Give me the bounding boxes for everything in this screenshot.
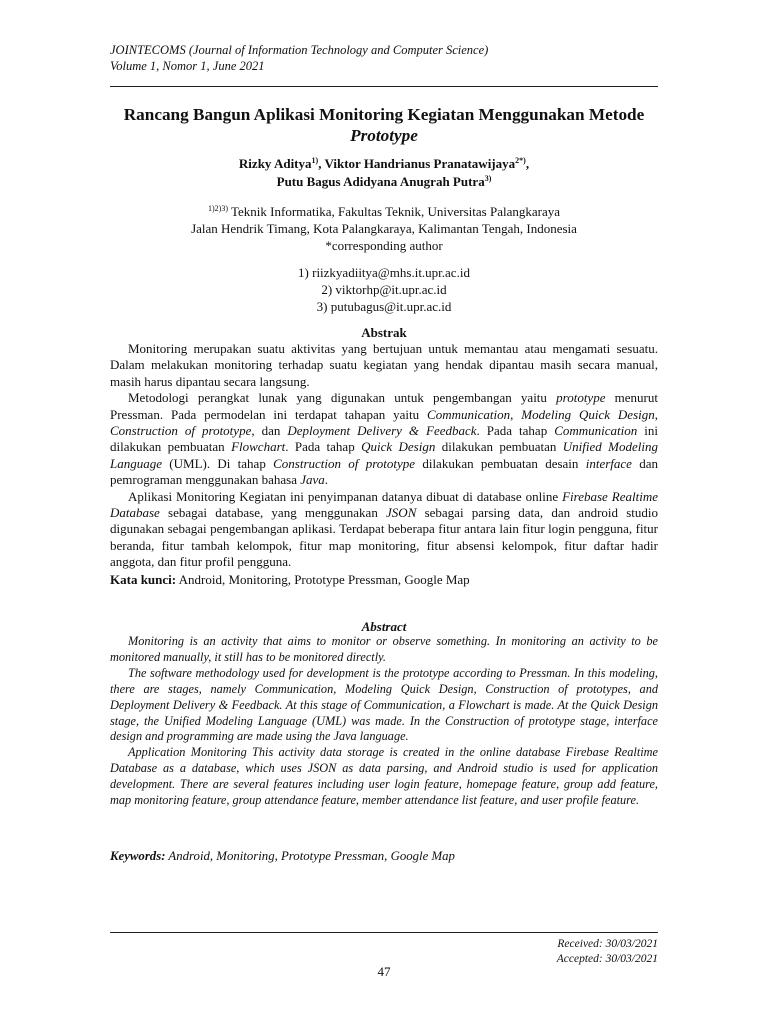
abstrak-paragraph-2: Metodologi perangkat lunak yang digunakan untuk pengembangan yaitu prototype menurut Pressman. Pada permodelan ini terdapat tahapan yaitu Communication, Modeling Quick Design, Construction of prototype, dan Deployment Delivery & Feedback. Pada tahap Communication ini dilakukan pembuatan Flowchart. Pada tahap Quick Design dilakukan pembuatan Unified Modeling Language (UML). Di tahap Construction of prototype dilakukan pembuatan desain interface dan pemrograman menggunakan bahasa Java.: [110, 390, 658, 488]
kata-kunci-label: Kata kunci:: [110, 572, 177, 587]
kata-kunci-value: Android, Monitoring, Prototype Pressman, Google Map: [178, 572, 470, 587]
author-list: Rizky Aditya$^{1)}$, Viktor Handrianus Pranatawijaya$^{2*)}$, Putu Bagus Adidyana Anugrah Putra$^{3)}$: [238, 156, 530, 189]
footer-rule: [110, 932, 658, 933]
abstrak-paragraph-3: Aplikasi Monitoring Kegiatan ini penyimpanan datanya dibuat di database online Firebase Realtime Database sebagai database, yang menggunakan JSON sebagai parsing data, dan android studio digunakan sebagai pengembangan aplikasi. Terdapat beberapa fitur antara lain fitur login pengguna, fitur beranda, fitur tambah kelompok, fitur map monitoring, fitur absensi kelompok, fitur daftar hadir anggota, dan fitur profil pengguna.: [110, 488, 658, 570]
email-1: 1) riizkyadiitya@mhs.it.upr.ac.id: [298, 265, 470, 280]
corresponding-author-note: *corresponding author: [325, 238, 443, 253]
keywords-label: Keywords:: [110, 849, 166, 863]
email-3: 3) putubagus@it.upr.ac.id: [316, 299, 452, 314]
title-line-1: Rancang Bangun Aplikasi Monitoring Kegiatan Menggunakan Metode: [123, 105, 645, 124]
received-date: Received: 30/03/2021: [557, 938, 658, 950]
journal-volume: Volume 1, Nomor 1, June 2021: [110, 59, 265, 73]
email-2: 2) viktorhp@it.upr.ac.id: [321, 282, 447, 297]
header-rule: [110, 86, 658, 87]
title-line-2: Prototype: [350, 126, 418, 145]
affiliation: [110, 203, 658, 254]
abstract-heading: Abstract: [361, 619, 407, 634]
email-list: [110, 264, 658, 315]
affiliation-line-2: Jalan Hendrik Timang, Kota Palangkaraya, Kalimantan Tengah, Indonesia: [191, 221, 577, 236]
keywords: [110, 849, 658, 864]
paper-title: [110, 104, 658, 146]
author-2: Viktor Handrianus Pranatawijaya: [324, 156, 516, 171]
abstract-paragraph-3: Application Monitoring This activity data storage is created in the online database Firebase Realtime Database as a database, which uses JSON as data parsing, and Android studio is used for application development. There are several features including user login feature, homepage feature, group add feature, map monitoring feature, group attendance feature, member attendance list feature, and user profile feature.: [110, 745, 658, 808]
keywords-value: Android, Monitoring, Prototype Pressman, Google Map: [168, 849, 455, 863]
page-number: 47: [377, 964, 391, 979]
author-3-sup: 3): [484, 174, 492, 183]
author-1-sup: 1): [311, 156, 319, 165]
submission-dates: [460, 937, 658, 966]
journal-name: JOINTECOMS (Journal of Information Technology and Computer Science): [110, 43, 489, 57]
affiliation-line-1: Teknik Informatika, Fakultas Teknik, Universitas Palangkaraya: [231, 204, 560, 219]
author-3: Putu Bagus Adidyana Anugrah Putra: [276, 174, 485, 189]
accepted-date: Accepted: 30/03/2021: [556, 952, 658, 965]
kata-kunci: [110, 572, 658, 588]
abstrak-paragraph-1: Monitoring merupakan suatu aktivitas yang bertujuan untuk memantau atau mengamati sesuatu. Dalam melakukan monitoring terhadap suatu kegiatan yang hendak dipantau masih secara manual, masih harus dipantau secara langsung.: [110, 341, 658, 389]
journal-header: [110, 42, 660, 74]
author-2-sup: 2*): [515, 156, 526, 165]
affiliation-sup: 1)2)3): [207, 204, 228, 213]
abstrak-heading: Abstrak: [361, 325, 407, 340]
author-1: Rizky Aditya: [238, 156, 312, 171]
abstract-paragraph-1: Monitoring is an activity that aims to monitor or observe something. In monitoring an activity to be monitored manually, it still has to be monitored directly.: [110, 634, 658, 664]
abstract-body: [110, 634, 658, 809]
abstract-paragraph-2: The software methodology used for development is the prototype according to Pressman. In this modeling, there are stages, namely Communication, Modeling Quick Design, Construction of prototypes, and Deployment Delivery & Feedback. At this stage of Communication, a Flowchart is made. At the Quick Design stage, the Unified Modeling Language (UML) was made. In the Construction of prototype stage, interface design and programming are made using the Java language.: [110, 665, 658, 744]
abstrak-body: [110, 341, 658, 571]
